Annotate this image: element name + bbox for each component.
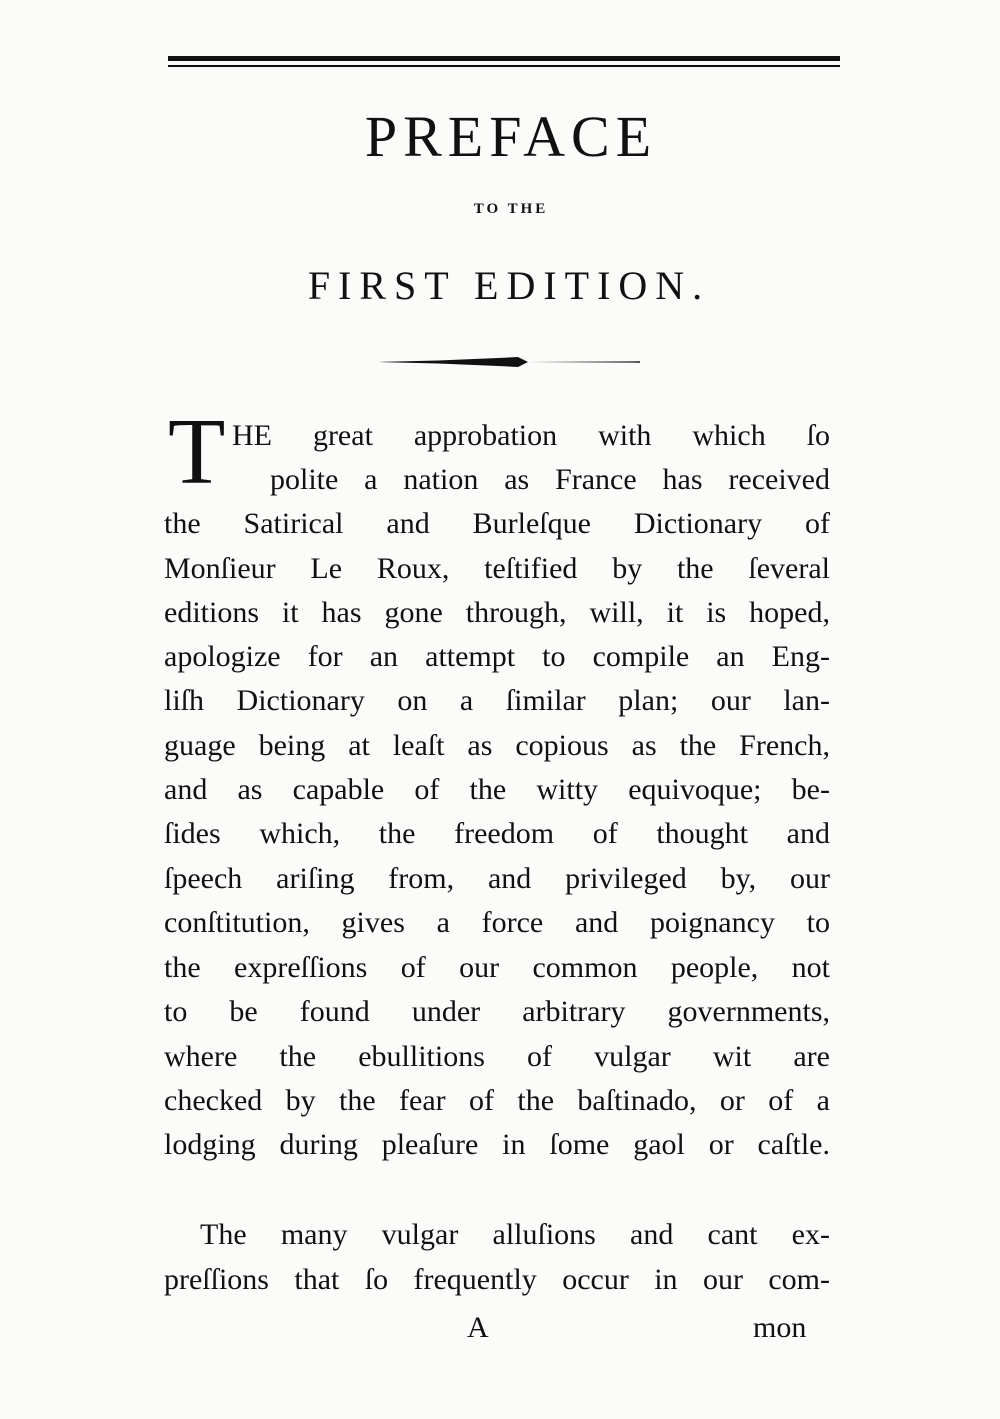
text-line: where the ebullitions of vulgar wit are <box>164 1040 830 1073</box>
text-line: ſides which, the freedom of thought and <box>164 817 830 850</box>
ornamental-rule <box>378 352 640 372</box>
page-subtitle: TO THE <box>473 201 549 217</box>
text-line: polite a nation as France has received <box>270 463 830 496</box>
header-double-rule <box>168 56 840 70</box>
page-title: PREFACE <box>364 104 658 169</box>
text-line: the Satirical and Burleſque Dictionary of <box>164 507 830 540</box>
text-line: the expreſſions of our common people, not <box>164 951 830 984</box>
text-line: to be found under arbitrary governments, <box>164 995 830 1028</box>
text-line: Monſieur Le Roux, teſtified by the ſeveral <box>164 552 830 585</box>
text-line: editions it has gone through, will, it is hoped, <box>164 596 830 629</box>
text-line: HE great approbation with which ſo <box>232 419 830 452</box>
text-line: apologize for an attempt to compile an Eng- <box>164 640 830 673</box>
text-line: checked by the fear of the baſtinado, or of a <box>164 1084 830 1117</box>
text-line: lodging during pleaſure in ſome gaol or caſtle. <box>164 1128 830 1161</box>
edition-heading: FIRST EDITION. <box>307 263 711 308</box>
text-line: preſſions that ſo frequently occur in our com- <box>164 1263 830 1296</box>
signature-mark: A <box>467 1311 489 1344</box>
text-line: The many vulgar alluſions and cant ex- <box>200 1218 830 1251</box>
header-rule-thick <box>168 56 840 61</box>
text-line: guage being at leaſt as copious as the French, <box>164 729 830 762</box>
text-line: ſpeech ariſing from, and privileged by, our <box>164 862 830 895</box>
drop-cap: T <box>168 400 226 504</box>
text-line: conſtitution, gives a force and poignancy to <box>164 906 830 939</box>
text-line: and as capable of the witty equivoque; be- <box>164 773 830 806</box>
catchword: mon <box>753 1311 807 1344</box>
text-line: liſh Dictionary on a ſimilar plan; our lan- <box>164 684 830 717</box>
header-rule-thin <box>168 65 840 67</box>
